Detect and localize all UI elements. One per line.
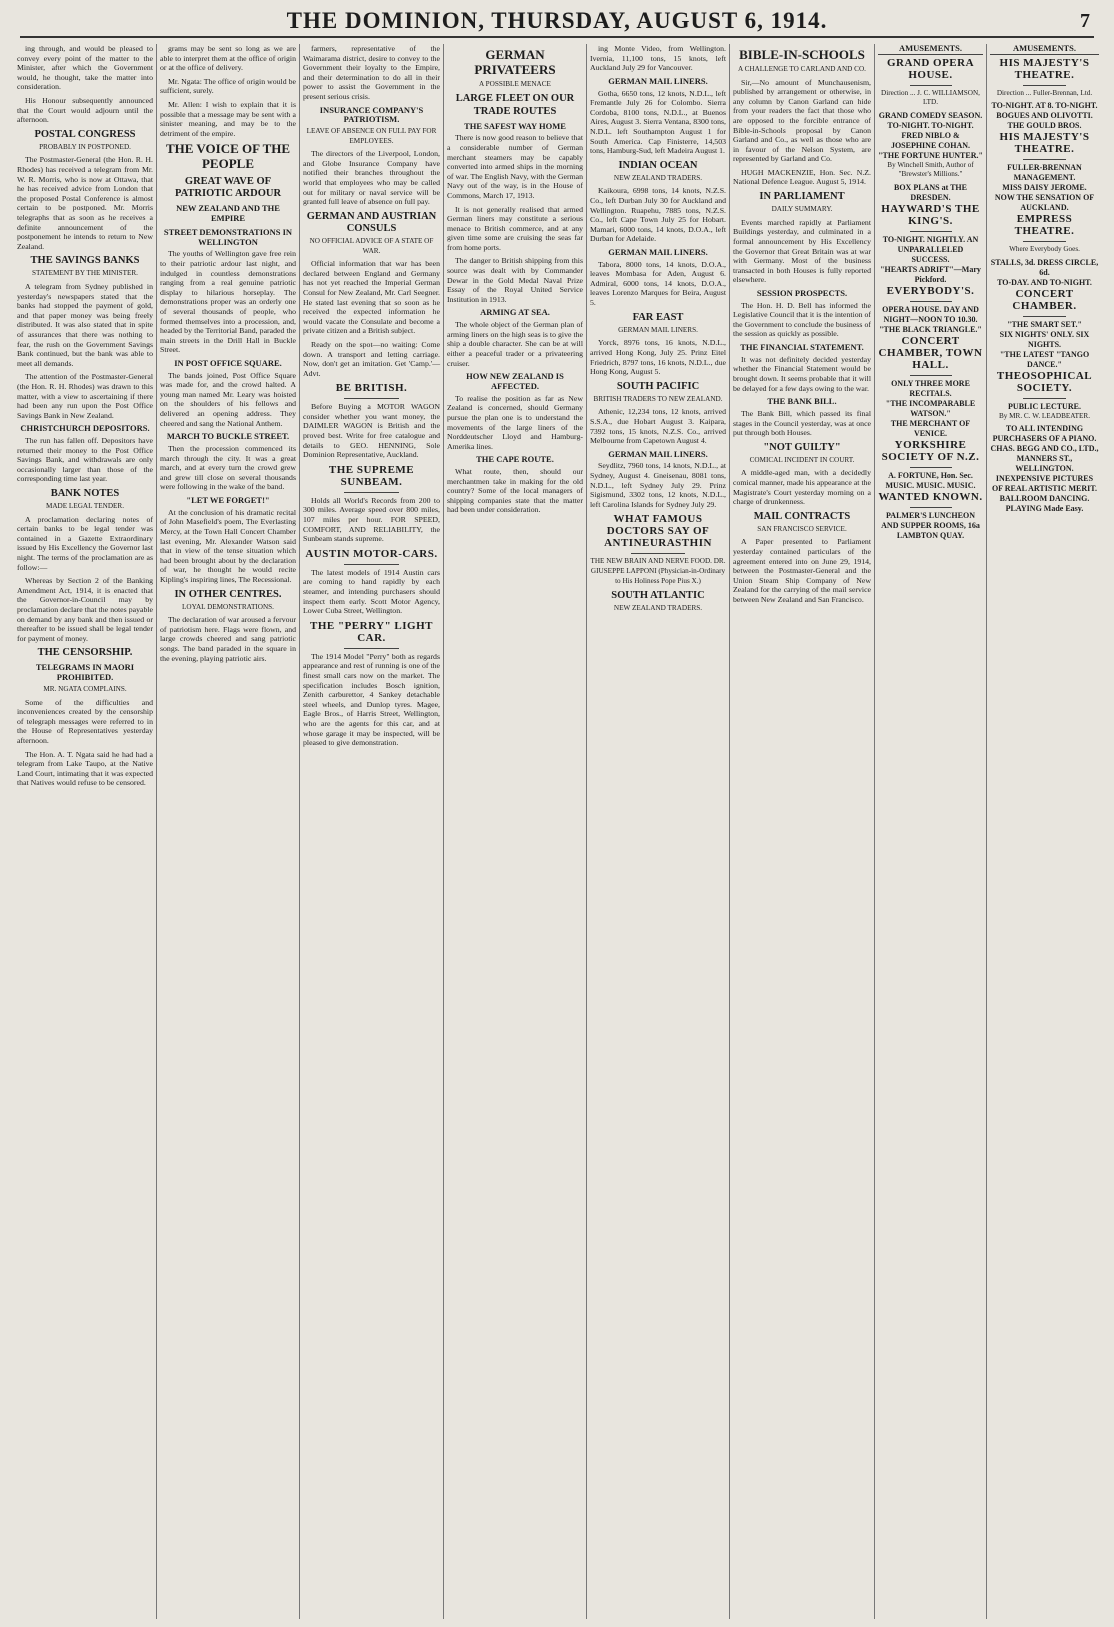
advert-heading: HIS MAJESTY'S THEATRE.: [999, 56, 1090, 81]
advert-line: FRED NIBLO & JOSEPHINE COHAN.: [890, 130, 971, 150]
deck-line: STATEMENT BY THE MINISTER.: [32, 269, 138, 278]
article-paragraph: At the conclusion of his dramatic recital of John Masefield's poem, The Everlasting Mercy, at the Town Hall Concert Chamber last evening, Mr. Alexander Watson said that in view of the tense situation which had been brought about by the declaration of war, he thought he would recite Kipling's inspiring lines, The Recessional.: [160, 507, 296, 584]
sub-heading: "LET WE FORGET!": [186, 495, 270, 505]
advert-line: TO ALL INTENDING PURCHASERS OF A PIANO.: [992, 424, 1097, 444]
advert-line: PUBLIC LECTURE.: [1008, 401, 1081, 411]
advert-heading: WANTED KNOWN.: [878, 490, 983, 503]
sub-heading: HOW NEW ZEALAND IS AFFECTED.: [466, 371, 564, 391]
article-paragraph: It is not generally realised that armed German liners may constitute a serious menace to British commerce, and at any given time some are cruising the seas far from home ports.: [447, 204, 583, 252]
advert-line: STALLS, 3d. DRESS CIRCLE, 6d.: [990, 257, 1099, 277]
headline: BIBLE-IN-SCHOOLS: [739, 47, 865, 62]
deck-line: DAILY SUMMARY.: [771, 205, 833, 214]
column-rule: [910, 507, 952, 508]
article-paragraph: Sir,—No amount of Munchausenism, published by arrangement or otherwise, in any column by Canon Garland can hide from your readers the fact that those who are opposed to the forcible entrance of Bible-in-Schools proposal by Canon Garland and Co., as well as those who are in favour of the Nelson System, are represented by Garland and Co.: [733, 77, 871, 164]
column-2: [156, 44, 299, 1619]
column-4: [443, 44, 586, 1619]
deck-line: LOYAL DEMONSTRATIONS.: [182, 602, 274, 611]
article-paragraph: To realise the position as far as New Zealand is concerned, should Germany pursue the plan one is to understand the movements of the large liners of the Norddeutscher Lloyd and Hamburg-Amerika lines.: [447, 393, 583, 451]
article-paragraph: Gotha, 6650 tons, 12 knots, N.D.L., left Fremantle July 26 for Colombo. Sierra Cordoba, 8100 tons, N.D.L., at Buenos Aires, August 3. Sierra Ventana, 8300 tons, N.D.L. left Southampton August 1 for South America. Cap Finisterre, 14,503 tons, Hamburg-Sud, left Madeira August 1.: [590, 88, 726, 156]
headline: GERMAN PRIVATEERS: [474, 47, 556, 77]
advert-heading: HAYWARD'S THE KING'S.: [881, 202, 980, 227]
advert-line: GRAND COMEDY SEASON.: [878, 110, 983, 120]
column-5: [586, 44, 729, 1619]
column-rule: [344, 564, 399, 565]
advert-heading: EMPRESS THEATRE.: [1014, 213, 1075, 238]
headline: THE VOICE OF THE PEOPLE: [165, 141, 291, 172]
article-paragraph: Holds all World's Records from 200 to 300 miles. Average speed over 800 miles, 107 miles per hour. FOR SPEED, COMFORT, AND RELIABILITY, the Sunbeam stands supreme.: [303, 495, 440, 544]
column-8-amusements: [986, 44, 1102, 1619]
deck-line: NO OFFICIAL ADVICE OF A STATE OF WAR.: [309, 236, 434, 255]
advert-heading: HIS MAJESTY'S THEATRE.: [999, 131, 1090, 156]
article-paragraph: His Honour subsequently announced that the Court would adjourn until the afternoon.: [17, 95, 153, 125]
advert-line: TO-NIGHT. NIGHTLY. AN UNPARALLELED SUCCESS.: [882, 234, 979, 264]
sub-heading: SESSION PROSPECTS.: [756, 287, 848, 298]
amusements-heading: AMUSEMENTS.: [990, 44, 1099, 55]
sub-heading: ARMING AT SEA.: [480, 307, 550, 318]
deck-line: Direction ... J. C. WILLIAMSON, LTD.: [881, 88, 980, 107]
sub-heading: STREET DEMONSTRATIONS IN WELLINGTON: [163, 226, 293, 247]
advert-line: "HEARTS ADRIFT"—Mary Pickford.: [880, 264, 981, 284]
article-paragraph: The Hon. A. T. Ngata said he had had a telegram from Lake Taupo, at the Native Land Court, intimating that it was expected that Natives would refuse to be censored.: [17, 749, 153, 788]
column-rule: [344, 492, 399, 493]
article-paragraph: The declaration of war aroused a fervour of patriotism here. Flags were flown, and large crowds cheered and sang patriotic songs. The band paraded in the square in the evening, playing patriotic airs.: [160, 615, 296, 663]
column-rule: [1023, 398, 1067, 399]
article-paragraph: Events marched rapidly at Parliament Buildings yesterday, and culminated in a formal announcement by His Excellency the Governor that Great Britain was at war with Germany. Most of the business transacted in both Houses is fully reported elsewhere.: [733, 217, 871, 285]
sub-heading: GERMAN MAIL LINERS.: [608, 448, 708, 459]
advert-line: SIX NIGHTS' ONLY. SIX NIGHTS.: [999, 329, 1090, 349]
advert-heading: THE SUPREME SUNBEAM.: [328, 463, 415, 488]
article-paragraph: Official information that war has been declared between England and Germany has not yet reached the Imperial German Consul for New Zealand, Mr. Carl Seegner. He stated last evening that so soon as he received the expected information he would vacate the Consulate and become a private citizen and a British subject.: [303, 259, 440, 336]
deck-line: A POSSIBLE MENACE: [479, 79, 551, 88]
advert-line: A. FORTUNE, Hon. Sec.: [888, 470, 973, 480]
article-paragraph: It was not definitely decided yesterday whether the Financial Statement would be brought down. It seems probable that it will be delayed for a few days owing to the war.: [733, 354, 871, 393]
deck-line: SAN FRANCISCO SERVICE.: [757, 524, 847, 533]
article-paragraph: Ready on the spot—no waiting: Come down. A transport and letting carriage. Now, don't get an imitation. Get 'Camp.'—Advt.: [303, 339, 440, 378]
article-paragraph: A middle-aged man, with a decidedly comical manner, made his appearance at the Magistrate's Court yesterday morning on a charge of drunkenness.: [733, 468, 871, 507]
sub-heading: THE BANK BILL.: [767, 396, 837, 407]
advert-line: MISS DAISY JEROME.: [1002, 183, 1087, 193]
article-paragraph: What route, then, should our merchantmen take in making for the old country? Some of the local managers of shipping companies state that the matter had been under consideration.: [447, 467, 583, 515]
advert-heading: AUSTIN MOTOR-CARS.: [305, 547, 438, 560]
advert-heading: EVERYBODY'S.: [886, 284, 975, 297]
deck-line: LEAVE OF ABSENCE ON FULL PAY FOR EMPLOYEES.: [306, 127, 437, 145]
advert-heading: BE BRITISH.: [335, 382, 408, 395]
article-paragraph: The run has fallen off. Depositors have returned their money to the Post Office Savings Bank, and withdrawals are only occasionally larger than those of the corresponding time last year.: [17, 436, 153, 484]
section-heading: INDIAN OCEAN: [618, 159, 698, 171]
article-paragraph: Tabora, 8000 tons, 14 knots, D.O.A., leaves Mombasa for Aden, August 6. Admiral, 6000 tons, 14 knots, D.O.A., leaves Lorenzo Marques for Beira, August 5.: [590, 259, 726, 308]
article-paragraph: The danger to British shipping from this source was dealt with by Commander Dewar in the Gold Medal Naval Prize Essay of the Royal United Service Institution in 1913.: [447, 256, 583, 304]
advert-heading: GRAND OPERA HOUSE.: [886, 56, 975, 81]
advert-line: PALMER'S LUNCHEON AND SUPPER ROOMS, 16a LAMBTON QUAY.: [881, 510, 980, 540]
column-rule: [1023, 159, 1067, 160]
column-1: [14, 44, 156, 1619]
deck-line: THE NEW BRAIN AND NERVE FOOD. DR. GIUSEPPE LAPPONI (Physician-in-Ordinary to His Holiness Pope Pius X.): [590, 557, 726, 585]
advert-line: TO-DAY. AND TO-NIGHT.: [997, 277, 1092, 287]
article-paragraph: Then the procession commenced its march through the city. It was a great march, and at every turn the crowd grew and grew till close on several thousands were following in the wake of the band.: [160, 444, 296, 492]
section-heading: MAIL CONTRACTS: [753, 510, 851, 522]
advert-line: TO-NIGHT. TO-NIGHT.: [887, 120, 974, 130]
advert-line: OPERA HOUSE. DAY AND NIGHT—NOON TO 10.30.: [882, 304, 979, 324]
sub-heading: NEW ZEALAND AND THE EMPIRE: [176, 203, 280, 224]
article-paragraph: The 1914 Model "Perry" both as regards appearance and rest of running is one of the finest small cars now on the market. The specification includes Bosch ignition, Zenith carburettor, 4 Sankey detachable steel wheels, and Dunlop tyres. Magee, Eagle Bros., of Harris Street, Wellington, who are the agents for this car, and at whose garage it may be inspected, will be pleased to give demonstration.: [303, 651, 440, 748]
article-paragraph: The youths of Wellington gave free rein to their patriotic ardour last night, and indulged in countless demonstrations ranging from a real genuine patriotic display to hilarious horseplay. The demonstrations proper was an orderly one of several thousands of people, who formed themselves into a procession, and, headed by the Territorial Band, paraded the main streets in the Drill Hall in Buckle Street.: [160, 249, 296, 355]
newspaper-title: THE DOMINION, THURSDAY, AUGUST 6, 1914.: [286, 8, 828, 33]
advert-line: PLAYING Made Easy.: [1005, 504, 1084, 514]
advert-line: INEXPENSIVE PICTURES OF REAL ARTISTIC MERIT.: [991, 474, 1098, 494]
section-heading: GERMAN AND AUSTRIAN CONSULS: [306, 210, 437, 234]
section-heading: THE CENSORSHIP.: [37, 647, 133, 659]
article-paragraph: The Bank Bill, which passed its final stages in the Council yesterday, was at once put through both Houses.: [733, 408, 871, 438]
sub-heading: TELEGRAMS IN MAORI PROHIBITED.: [35, 662, 135, 683]
column-rule: [1023, 85, 1067, 86]
advert-heading: THE "PERRY" LIGHT CAR.: [309, 619, 433, 644]
article-paragraph: A telegram from Sydney published in yesterday's newspapers stated that the banks had stopped the payment of gold, and that paper money was being freely distributed. It was also stated that in spite of assurances that there was nothing to fear, the rush on the Government Savings Bank continued, but the bank was able to meet all demands.: [17, 282, 153, 368]
article-paragraph: The Postmaster-General (the Hon. R. H. Rhodes) has received a telegram from Mr. W. R. Morris, who is now at Ottawa, that he has received advice from London that the proposed Postal Conference is almost certain to be postponed. Mr. Morris telegraphs that as soon as he receives a definite announcement of the postponement he intends to return to New Zealand.: [17, 155, 153, 251]
article-paragraph: Seydlitz, 7960 tons, 14 knots, N.D.L., at Sydney, August 4. Gneisenau, 8081 tons, N.D.L., left Sydney July 29. Prinz Sigismund, 3302 tons, 12 knots, N.D.L., left Carolina Islands for Sydney July 29.: [590, 461, 726, 509]
advert-line: TO-NIGHT. AT 8. TO-NIGHT.: [991, 101, 1098, 111]
amusements-heading: AMUSEMENTS.: [878, 44, 983, 55]
column-rule: [1023, 316, 1067, 317]
advert-heading: THEOSOPHICAL SOCIETY.: [996, 369, 1093, 394]
deck-line: NEW ZEALAND TRADERS.: [613, 604, 703, 613]
advert-line: "THE LATEST "TANGO DANCE.": [999, 349, 1090, 369]
masthead: [20, 8, 1094, 38]
column-rule: [910, 231, 952, 232]
advert-line: THE MERCHANT OF VENICE.: [890, 418, 971, 438]
column-rule: [1023, 241, 1067, 242]
deck-line: Where Everybody Goes.: [1009, 245, 1080, 254]
section-heading: LARGE FLEET ON OUR TRADE ROUTES: [455, 93, 575, 117]
deck-line: A CHALLENGE TO CARLAND AND CO.: [738, 64, 866, 73]
deck-line: By MR. C. W. LEADBEATER.: [998, 411, 1091, 420]
article-paragraph: Mr. Ngata: The office of origin would be sufficient, surely.: [160, 76, 296, 96]
advert-line: BOX PLANS at THE DRESDEN.: [894, 182, 967, 202]
section-heading: POSTAL CONGRESS: [34, 128, 136, 140]
sub-heading: GERMAN MAIL LINERS.: [608, 246, 708, 257]
deck-line: COMICAL INCIDENT IN COURT.: [749, 455, 855, 464]
article-paragraph: Yorck, 8976 tons, 16 knots, N.D.L., arrived Hong Kong, July 25. Prinz Eitel Friedrich, 8797 tons, 16 knots, N.D.L., due Hong Kong, August 5.: [590, 338, 726, 377]
article-paragraph: HUGH MACKENZIE, Hon. Sec. N.Z. National Defence League. August 5, 1914.: [733, 167, 871, 187]
article-paragraph: The whole object of the German plan of arming liners on the high seas is to give the ship a double character. She can be at will either a peaceful trader or a privateering cruiser.: [447, 320, 583, 368]
advert-line: "THE INCOMPARABLE WATSON.": [885, 398, 976, 418]
sub-heading: THE CAPE ROUTE.: [476, 454, 554, 465]
advert-heading: YORKSHIRE SOCIETY OF N.Z.: [881, 438, 980, 463]
section-heading: BANK NOTES: [50, 488, 120, 500]
column-6: [729, 44, 874, 1619]
article-paragraph: ing through, and would be pleased to convey every point of the matter to the Minister, after which the Government would, he thought, take the matter into consideration.: [17, 44, 153, 92]
advert-line: MUSIC. MUSIC. MUSIC.: [885, 480, 976, 490]
article-paragraph: Mr. Allen: I wish to explain that it is possible that a message may be sent with a sinister meaning, and may be to the detriment of the empire.: [160, 99, 296, 138]
article-paragraph: farmers, representative of the Waimarama district, desire to convey to the Government their loyalty to the Empire, and their determination to do all in their power to assist the Government in the present serious crisis.: [303, 44, 440, 101]
sub-heading: THE SAFEST WAY HOME: [464, 120, 566, 131]
deck-line: Direction ... Fuller-Brennan, Ltd.: [996, 88, 1093, 97]
advert-heading: CONCERT CHAMBER, TOWN HALL.: [878, 334, 983, 371]
sub-heading: INSURANCE COMPANY'S PATRIOTISM.: [319, 104, 424, 125]
section-heading: SOUTH PACIFIC: [616, 380, 700, 392]
advert-line: "THE BLACK TRIANGLE.": [879, 324, 982, 334]
sub-heading: THE FINANCIAL STATEMENT.: [740, 342, 864, 353]
deck-line: BRITISH TRADERS TO NEW ZEALAND.: [593, 394, 723, 403]
section-heading: "NOT GUILTY": [763, 441, 841, 453]
article-paragraph: The attention of the Postmaster-General (the Hon. R. H. Rhodes) was drawn to this matter, with a view to ascertaining if there had been any run upon the Post Office Savings Bank in New Zealand.: [17, 372, 153, 420]
article-paragraph: A Paper presented to Parliament yesterday contained particulars of the agreement entered into on June 29, 1914, between the Postmaster-General and the Union Steam Ship Company of New Zealand for the carrying of the mail service between New Zealand and San Francisco.: [733, 537, 871, 604]
column-rule: [910, 375, 952, 376]
deck-line: By Winchell Smith, Author of "Brewster's Millions.": [887, 160, 974, 179]
section-heading: IN OTHER CENTRES.: [174, 588, 282, 600]
article-paragraph: grams may be sent so long as we are able to interpret them at the office of origin or at the office of delivery.: [160, 44, 296, 73]
section-heading: GREAT WAVE OF PATRIOTIC ARDOUR: [174, 176, 282, 200]
column-rule: [631, 553, 685, 554]
advert-line: NOW THE SENSATION OF AUCKLAND.: [994, 193, 1095, 213]
deck-line: MADE LEGAL TENDER.: [45, 502, 125, 511]
advert-line: "THE SMART SET.": [1007, 319, 1082, 329]
article-paragraph: Before Buying a MOTOR WAGON consider whether you want money, the DAIMLER WAGON is British and the proved best. Write for free catalogue and details to GEO. HENNING, Sole Dominion Representative, Auckland.: [303, 402, 440, 460]
advert-line: "THE FORTUNE HUNTER.": [878, 150, 983, 160]
article-paragraph: Athenic, 12,234 tons, 12 knots, arrived S.S.A., due Hobart August 3. Kaipara, 7392 tons, 15 knots, N.Z.S. Co., arrived Melbourne from Capetown August 4.: [590, 407, 726, 446]
advert-line: ONLY THREE MORE RECITALS.: [891, 378, 970, 398]
deck-line: MR. NGATA COMPLAINS.: [43, 685, 127, 694]
sub-heading: MARCH TO BUCKLE STREET.: [166, 431, 290, 442]
section-heading: FAR EAST: [632, 311, 684, 323]
article-paragraph: The directors of the Liverpool, London, and Globe Insurance Company have notified their branches throughout the world that employees who may be called out for military or naval service will be granted full leave of absence on full pay.: [303, 149, 440, 207]
page-number: 7: [1080, 10, 1090, 32]
section-heading: THE SAVINGS BANKS: [30, 255, 140, 267]
article-paragraph: The bands joined, Post Office Square was made for, and the crowd halted. A young man named Mr. Leary was hoisted on the shoulders of his fellows and delivered an opening address. They cheered and sang the National Anthem.: [160, 370, 296, 428]
section-heading: SOUTH ATLANTIC: [611, 590, 705, 602]
article-paragraph: A proclamation declaring notes of certain banks to be legal tender was contained in a Gazette Extraordinary issued by His Excellency the Governor last night. The terms of the proclamation are as follow:—: [17, 514, 153, 572]
column-rule: [910, 467, 952, 468]
article-paragraph: Whereas by Section 2 of the Banking Amendment Act, 1914, it is enacted that the Governor-in-Council may by proclamation declare that the notes payable on demand by any bank and then issued or thereafter to be issued shall be legal tender for payment of money.: [17, 576, 153, 643]
column-rule: [344, 398, 399, 399]
column-rule: [910, 301, 952, 302]
sub-heading: CHRISTCHURCH DEPOSITORS.: [20, 423, 150, 434]
deck-line: GERMAN MAIL LINERS.: [618, 325, 698, 334]
advert-heading: WHAT FAMOUS DOCTORS SAY OF ANTINEURASTHIN: [604, 513, 712, 550]
column-rule: [344, 648, 399, 649]
column-3: [299, 44, 443, 1619]
article-paragraph: Kaikoura, 6998 tons, 14 knots, N.Z.S. Co., left Durban July 30 for Auckland and Wellington. Ruapehu, 7885 tons, N.Z.S. Co., left Cape Town July 25 for Hobart. Mamari, 6000 tons, 14 knots, D.O.A., left Durban for Adelaide.: [590, 186, 726, 244]
article-paragraph: There is now good reason to believe that a considerable number of German merchant steamers may be capably converted into armed ships in the morning of war. The English Navy, with the German Navy out of the way, is in the House of Commons, March 17, 1913.: [447, 133, 583, 200]
advert-line: BALLROOM DANCING.: [999, 494, 1090, 504]
advert-heading: CONCERT CHAMBER.: [1012, 287, 1077, 312]
advert-line: CHAS. BEGG AND CO., LTD., MANNERS ST., WELLINGTON.: [990, 444, 1099, 474]
deck-line: PROBABLY IN POSTPONED.: [39, 142, 131, 151]
column-rule: [910, 85, 952, 86]
article-paragraph: ing Monte Video, from Wellington. Ivernia, 11,100 tons, 15 knots, left Auckland July 29 for Vancouver.: [590, 44, 726, 73]
sub-heading: GERMAN MAIL LINERS.: [608, 75, 708, 86]
sub-heading: IN POST OFFICE SQUARE.: [174, 357, 282, 368]
article-paragraph: The Hon. H. D. Bell has informed the Legislative Council that it is the intention of the Government to conclude the business of the session as quickly as possible.: [733, 300, 871, 339]
section-heading: IN PARLIAMENT: [759, 191, 845, 203]
advert-line: FULLER-BRENNAN MANAGEMENT.: [1007, 163, 1082, 183]
advert-line: THE GOULD BROS.: [1007, 121, 1082, 131]
column-7-amusements: [874, 44, 986, 1619]
deck-line: NEW ZEALAND TRADERS.: [613, 173, 703, 182]
article-paragraph: The latest models of 1914 Austin cars are coming to hand rapidly by each steamer, and intending purchasers should inspect them early. Scott Motor Agency, Lower Cuba Street, Wellington.: [303, 567, 440, 616]
article-paragraph: Some of the difficulties and inconveniences created by the censorship of telegraph messages were referred to in the House of Representatives yesterday afternoon.: [17, 697, 153, 745]
advert-line: BOGUES AND OLIVOTTI.: [996, 111, 1093, 121]
